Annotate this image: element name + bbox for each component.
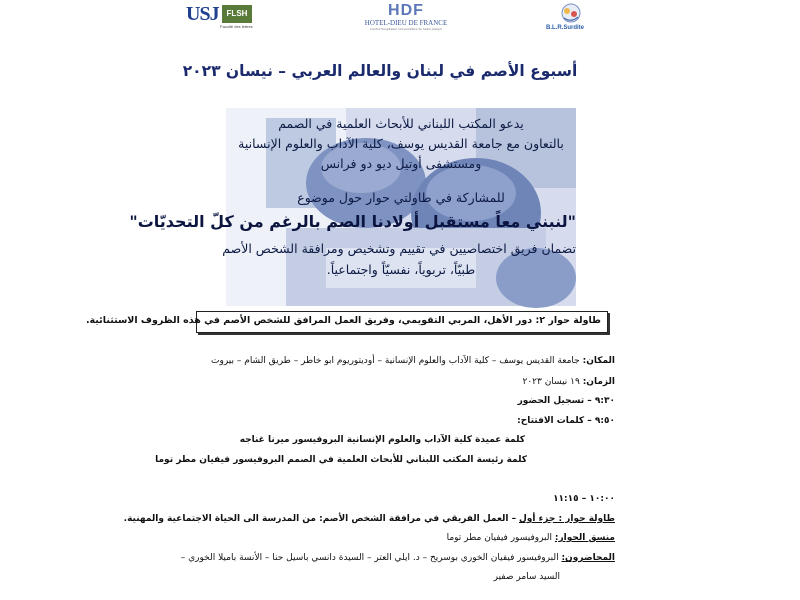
place-label: المكان:: [582, 356, 615, 366]
date-value: ١٩ نيسان ٢٠٢٣: [522, 377, 580, 387]
speech-president: كلمة رئيسة المكتب اللبناني للأبحاث العلمية في الصمم البروفيسور فيفيان مطر توما: [155, 455, 527, 465]
speakers-row: [181, 553, 615, 563]
blr-logo-text: B.L.R.Surdite: [546, 25, 585, 31]
usj-logo-text: USJ: [186, 3, 219, 25]
hero-line-3: ومستشفى أوتيل ديو دو فرانس: [320, 156, 482, 171]
hero-line-2: بالتعاون مع جامعة القديس يوسف، كلية الآداب والعلوم الإنسانية: [238, 136, 564, 151]
place-row: [211, 356, 615, 366]
place-value: جامعة القديس يوسف – كلية الآداب والعلوم الإنسانية – أوديتوريوم ابو خاطر – طريق الشام – بيروت: [211, 356, 580, 366]
session-row: [124, 514, 615, 524]
speech-dean: كلمة عميدة كلية الآداب والعلوم الإنسانية البروفيسور ميرنا غناجه: [239, 435, 525, 445]
hero-line-7: طبيّاً، تربوياً، نفسيّاً واجتماعياً.: [326, 262, 476, 277]
hotel-dieu-logo: [364, 2, 448, 36]
session-time-slot: ١٠:٠٠ – ١١:١٥: [553, 494, 615, 504]
page-title: أسبوع الأصم في لبنان والعالم العربي – نيسان ٢٠٢٣: [182, 62, 578, 80]
blr-surdite-logo: [536, 2, 606, 32]
speakers-label: المحاضرون:: [561, 553, 615, 563]
panel-2-box: [85, 311, 608, 333]
registration-time: ٩:٣٠ – تسجيل الحضور: [517, 396, 615, 406]
date-label: الزمان:: [582, 377, 615, 387]
coordinator-value: البروفيسور فيفيان مطر توما: [446, 533, 553, 543]
session-label: طاولة حوار : جزء أول: [519, 514, 615, 524]
flsh-logo-text: FLSH: [222, 5, 252, 23]
blr-ear-icon: [558, 2, 584, 24]
session-topic: – العمل الفريقي في مرافقة الشخص الأصم: من المدرسة الى الحياة الاجتماعية والمهنية.: [123, 514, 517, 524]
speakers-continued: السيد سامر صفير: [493, 572, 560, 582]
usj-logo-subtitle: Faculté des lettres: [220, 24, 253, 29]
hero-line-1: يدعو المكتب اللبناني للأبحاث العلمية في الصمم: [278, 116, 524, 131]
hdf-logo-name: HOTEL-DIEU DE FRANCE: [364, 19, 448, 27]
date-row: [522, 377, 615, 387]
panel-2-heading: طاولة حوار ٢: دور الأهل، المربي التقويمي، وفريق العمل المرافق للشخص الأصم في هذه الظروف الاستثنائية.: [85, 315, 601, 326]
coordinator-label: منسق الحوار:: [554, 533, 615, 543]
hdf-logo-mark: HDF: [388, 2, 424, 19]
hero-line-4: للمشاركة في طاولتي حوار حول موضوع: [297, 190, 505, 205]
speakers-value: البروفيسور فيفيان الخوري بوسريح – د. ايلي العتر – السيدة دانسي باسيل حنا – الأنسة باميلا الخوري –: [180, 553, 559, 563]
hero-photo-with-invitation: [129, 108, 576, 306]
hdf-logo-subtitle: Centre Hospitalier Universitaire de Saint-Joseph: [370, 27, 442, 31]
coordinator-row: [447, 533, 615, 543]
hero-theme-title: "لنبني معاً مستقبل أولادنا الصم بالرغم من كلّ التحديّات": [129, 212, 576, 231]
usj-flsh-logo: [186, 3, 256, 31]
hero-line-6: تضمان فريق اختصاصيين في تقييم وتشخيص ومرافقة الشخص الأصم: [222, 241, 576, 256]
opening-speeches-time: ٩:٥٠ – كلمات الافتتاح:: [517, 416, 615, 426]
